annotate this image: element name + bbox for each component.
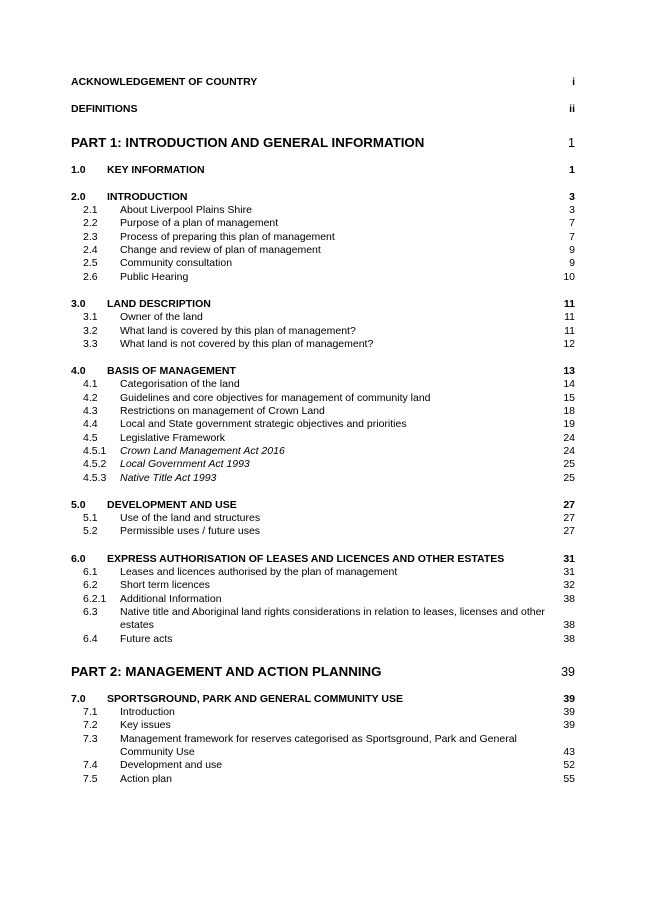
- toc-number: 5.0: [71, 498, 86, 511]
- toc-number: 4.3: [83, 405, 98, 418]
- toc-number: 2.3: [83, 230, 98, 243]
- toc-number: 7.0: [71, 692, 86, 705]
- toc-entry[interactable]: [71, 773, 575, 786]
- toc-number: 5.2: [83, 525, 98, 538]
- toc-page: 15: [563, 391, 575, 404]
- toc-number: 2.5: [83, 257, 98, 270]
- toc-title: Leases and licences authorised by the plan of management: [120, 566, 398, 579]
- toc-entry[interactable]: [71, 445, 575, 458]
- toc-part-1[interactable]: [71, 135, 575, 151]
- toc-page: 31: [563, 552, 575, 565]
- toc-title: Action plan: [120, 772, 172, 785]
- toc-page: 9: [569, 257, 575, 270]
- toc-page: 19: [563, 418, 575, 431]
- toc-title: Native title and Aboriginal land rights considerations in relation to leases, licenses and other estates: [120, 605, 545, 632]
- toc-title: SPORTSGROUND, PARK AND GENERAL COMMUNITY USE: [107, 692, 403, 705]
- toc-title: PART 1: INTRODUCTION AND GENERAL INFORMATION: [71, 134, 425, 150]
- toc-entry[interactable]: [71, 566, 575, 579]
- toc-title: Native Title Act 1993: [120, 471, 217, 484]
- toc-page: 27: [563, 498, 575, 511]
- toc-number: 1.0: [71, 163, 86, 176]
- toc-number: 2.1: [83, 204, 98, 217]
- toc-number: 4.5.2: [83, 458, 107, 471]
- toc-number: 6.0: [71, 552, 86, 565]
- toc-number: 4.2: [83, 391, 98, 404]
- toc-number: 4.0: [71, 365, 86, 378]
- toc-number: 2.4: [83, 244, 98, 257]
- toc-page: 3: [569, 190, 575, 203]
- toc-title: Guidelines and core objectives for management of community land: [120, 391, 431, 404]
- toc-title: What land is covered by this plan of management?: [120, 324, 356, 337]
- toc-title: Public Hearing: [120, 270, 189, 283]
- toc-page: 11: [564, 311, 575, 324]
- toc-title: Process of preparing this plan of management: [120, 230, 335, 243]
- toc-entry[interactable]: [71, 311, 575, 324]
- toc-entry[interactable]: [71, 733, 575, 760]
- toc-section-6[interactable]: [71, 553, 575, 566]
- toc-entry[interactable]: [71, 405, 575, 418]
- toc-entry[interactable]: [71, 325, 575, 338]
- toc-title: PART 2: MANAGEMENT AND ACTION PLANNING: [71, 663, 382, 679]
- toc-page: 27: [563, 512, 575, 525]
- toc-page: 43: [563, 745, 575, 758]
- toc-title: What land is not covered by this plan of management?: [120, 337, 374, 350]
- toc-page: 31: [563, 566, 575, 579]
- toc-page: 25: [563, 471, 575, 484]
- toc-page: 14: [563, 378, 575, 391]
- toc-page: 7: [569, 217, 575, 230]
- toc-number: 6.4: [83, 632, 98, 645]
- toc-entry[interactable]: [71, 593, 575, 606]
- toc-number: 2.0: [71, 190, 86, 203]
- toc-page: 11: [564, 324, 575, 337]
- toc-entry[interactable]: [71, 512, 575, 525]
- toc-entry[interactable]: [71, 392, 575, 405]
- toc-page: 39: [561, 664, 575, 679]
- toc-page: 11: [563, 297, 575, 310]
- toc-page: 39: [563, 706, 575, 719]
- toc-page: 1: [569, 163, 575, 176]
- toc-title: Change and review of plan of management: [120, 244, 321, 257]
- toc-number: 7.3: [83, 732, 98, 745]
- toc-number: 4.1: [83, 378, 98, 391]
- toc-title: Permissible uses / future uses: [120, 525, 261, 538]
- toc-section-2[interactable]: [71, 191, 575, 204]
- toc-entry[interactable]: [71, 759, 575, 772]
- toc-number: 2.2: [83, 217, 98, 230]
- toc-number: 6.2: [83, 579, 98, 592]
- toc-number: 3.3: [83, 337, 98, 350]
- toc-number: 3.1: [83, 311, 98, 324]
- toc-part-2[interactable]: [71, 664, 575, 680]
- toc-entry[interactable]: [71, 271, 575, 284]
- toc-entry[interactable]: [71, 378, 575, 391]
- table-of-contents: [71, 76, 575, 786]
- toc-entry[interactable]: [71, 525, 575, 538]
- toc-entry[interactable]: [71, 719, 575, 732]
- toc-number: 7.5: [83, 772, 98, 785]
- toc-number: 3.0: [71, 297, 86, 310]
- toc-title: Local and State government strategic objectives and priorities: [120, 418, 407, 431]
- toc-title: Future acts: [120, 632, 173, 645]
- toc-title: Crown Land Management Act 2016: [120, 444, 285, 457]
- toc-entry[interactable]: [71, 257, 575, 270]
- toc-entry[interactable]: [71, 204, 575, 217]
- toc-number: 2.6: [83, 270, 98, 283]
- toc-number: 5.1: [83, 512, 98, 525]
- toc-number: 3.2: [83, 324, 98, 337]
- toc-section-3[interactable]: [71, 298, 575, 311]
- toc-title: Use of the land and structures: [120, 512, 261, 525]
- toc-section-4[interactable]: [71, 365, 575, 378]
- toc-title: Owner of the land: [120, 311, 203, 324]
- toc-entry-definitions[interactable]: [71, 103, 575, 116]
- toc-page: 9: [569, 244, 575, 257]
- toc-entry[interactable]: [71, 338, 575, 351]
- toc-number: 6.3: [83, 605, 98, 618]
- toc-title: DEFINITIONS: [71, 103, 138, 116]
- toc-number: 4.5: [83, 431, 98, 444]
- toc-entry[interactable]: [71, 244, 575, 257]
- toc-entry[interactable]: [71, 606, 575, 633]
- toc-entry[interactable]: [71, 706, 575, 719]
- toc-title: Introduction: [120, 706, 175, 719]
- toc-title: INTRODUCTION: [107, 190, 188, 203]
- toc-page: 3: [569, 204, 575, 217]
- toc-number: 4.4: [83, 418, 98, 431]
- toc-title: EXPRESS AUTHORISATION OF LEASES AND LICENCES AND OTHER ESTATES: [107, 552, 505, 565]
- toc-title: Additional Information: [120, 592, 222, 605]
- toc-entry-acknowledgement[interactable]: [71, 76, 575, 89]
- toc-title: BASIS OF MANAGEMENT: [107, 365, 236, 378]
- toc-title: Legislative Framework: [120, 431, 226, 444]
- toc-number: 6.2.1: [83, 592, 107, 605]
- toc-entry[interactable]: [71, 217, 575, 230]
- toc-page: 25: [563, 458, 575, 471]
- toc-number: 7.1: [83, 706, 98, 719]
- toc-section-7[interactable]: [71, 693, 575, 706]
- toc-page: 38: [563, 592, 575, 605]
- toc-title: About Liverpool Plains Shire: [120, 204, 252, 217]
- toc-page: 52: [563, 759, 575, 772]
- toc-page: i: [572, 76, 575, 88]
- toc-page: 1: [568, 135, 575, 150]
- toc-page: 10: [563, 270, 575, 283]
- toc-number: 7.4: [83, 759, 98, 772]
- toc-title: DEVELOPMENT AND USE: [107, 498, 237, 511]
- toc-entry[interactable]: [71, 418, 575, 431]
- toc-entry[interactable]: [71, 472, 575, 485]
- toc-page: 12: [563, 337, 575, 350]
- toc-number: 4.5.1: [83, 444, 107, 457]
- toc-page: 24: [563, 444, 575, 457]
- toc-page: 32: [563, 579, 575, 592]
- toc-page: ii: [569, 103, 575, 116]
- toc-page: 39: [563, 692, 575, 705]
- toc-title: KEY INFORMATION: [107, 163, 205, 176]
- toc-title: Local Government Act 1993: [120, 458, 250, 471]
- toc-title: Management framework for reserves categorised as Sportsground, Park and General Community Use: [120, 732, 517, 758]
- toc-title: LAND DESCRIPTION: [107, 297, 211, 310]
- toc-page: 18: [563, 405, 575, 418]
- toc-page: 55: [563, 772, 575, 785]
- toc-entry[interactable]: [71, 231, 575, 244]
- toc-page: 38: [563, 632, 575, 645]
- toc-title: ACKNOWLEDGEMENT OF COUNTRY: [71, 76, 258, 88]
- toc-title: Purpose of a plan of management: [120, 217, 279, 230]
- toc-entry[interactable]: [71, 458, 575, 471]
- toc-title: Key issues: [120, 719, 171, 732]
- toc-page: 39: [563, 719, 575, 732]
- toc-entry[interactable]: [71, 579, 575, 592]
- toc-number: 6.1: [83, 566, 98, 579]
- toc-number: 4.5.3: [83, 471, 107, 484]
- toc-section-1[interactable]: [71, 164, 575, 177]
- toc-page: 38: [563, 619, 575, 632]
- toc-section-5[interactable]: [71, 499, 575, 512]
- toc-title: Community consultation: [120, 257, 233, 270]
- toc-entry[interactable]: [71, 633, 575, 646]
- toc-title: Short term licences: [120, 579, 210, 592]
- toc-number: 7.2: [83, 719, 98, 732]
- toc-entry[interactable]: [71, 432, 575, 445]
- toc-page: 13: [563, 365, 575, 378]
- toc-page: 24: [563, 431, 575, 444]
- toc-page: 27: [563, 525, 575, 538]
- toc-title: Restrictions on management of Crown Land: [120, 405, 325, 418]
- toc-title: Categorisation of the land: [120, 378, 240, 391]
- toc-page: 7: [569, 230, 575, 243]
- toc-title: Development and use: [120, 759, 223, 772]
